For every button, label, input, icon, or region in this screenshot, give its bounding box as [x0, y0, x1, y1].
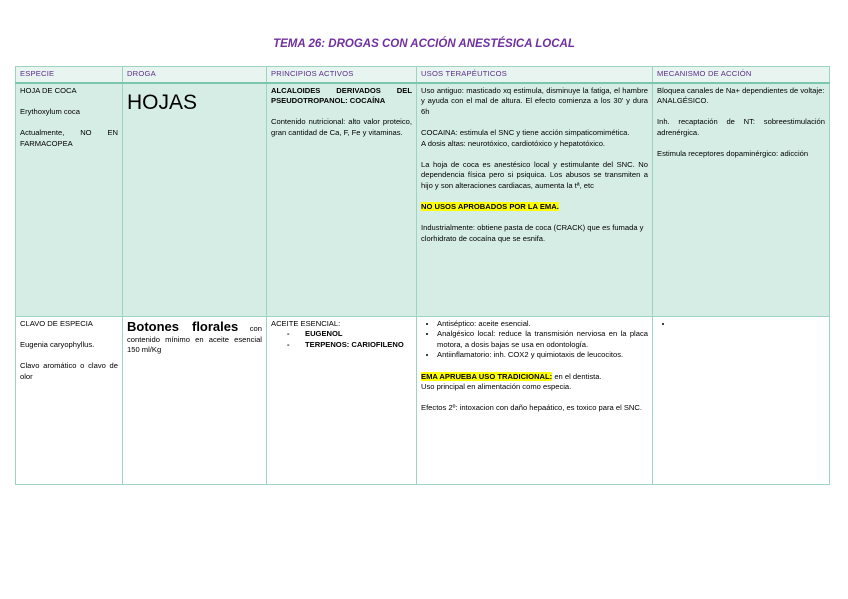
- drug-detail: con contenido mínimo en aceite esencial 150 ml/Kg: [127, 323, 262, 355]
- list-item: - TERPENOS: CARIOFILENO: [287, 339, 404, 349]
- uso-text: Industrialmente: obtiene pasta de coca (CRACK) que es fumada y clorhidrato de cocaína que se esnifa.: [421, 223, 644, 243]
- uso-text: A dosis altas: neurotóxico, cardiotóxico y hepatotóxico.: [421, 138, 606, 148]
- header-droga: DROGA: [123, 67, 267, 83]
- uso-text: COCAINA: estimula el SNC y tiene acción simpaticomimética.: [421, 127, 630, 137]
- species-name: CLAVO DE ESPECIA: [20, 318, 93, 328]
- drug-name: Botones florales: [127, 318, 239, 334]
- header-principios: PRINCIPIOS ACTIVOS: [267, 67, 417, 83]
- list-item: - EUGENOL: [287, 329, 343, 339]
- principle-title: ALCALOIDES DERIVADOS DEL PSEUDOTROPANOL: COCAÍNA: [271, 85, 412, 106]
- mechanism-list: [657, 319, 825, 330]
- cell-droga: [123, 83, 267, 317]
- principle-list: [287, 329, 412, 350]
- cell-mecanismo: [653, 316, 830, 484]
- cell-usos: [417, 83, 653, 317]
- mechanism-text: Inh. recaptación de NT: sobreestimulación adrenérgica.: [657, 117, 825, 137]
- header-usos: USOS TERAPÉUTICOS: [417, 67, 653, 83]
- list-item: [673, 319, 825, 330]
- header-mecanismo: MECANISMO DE ACCIÓN: [653, 67, 830, 83]
- drug-table: [15, 66, 830, 485]
- uses-list: [421, 319, 648, 361]
- cell-mecanismo: [653, 83, 830, 317]
- table-header-row: [16, 67, 830, 83]
- list-item: • Antiinflamatorio: inh. COX2 y quimiotaxis de leucocitos.: [437, 350, 648, 361]
- species-latin: Eugenia caryophyllus.: [20, 339, 95, 349]
- mechanism-text: Estimula receptores dopaminérgico: adicción: [657, 149, 809, 159]
- uso-text: La hoja de coca es anestésico local y estimulante del SNC. No dependencia física pero si psiquica. Los abusos se transmiten a hijo y son alteraciones cardiacas, aumenta la tª, etc: [421, 159, 648, 190]
- cell-principios: [267, 316, 417, 484]
- cell-principios: [267, 83, 417, 317]
- highlight-text: NO USOS APROBADOS POR LA EMA.: [421, 202, 559, 212]
- drug-name: HOJAS: [127, 90, 198, 114]
- species-latin: Erythoxylum coca: [20, 106, 80, 116]
- uso-text: Uso principal en alimentación como especia.: [421, 382, 572, 392]
- table-row: [16, 83, 830, 317]
- highlight-rest: en el dentista.: [552, 371, 602, 381]
- cell-usos: [417, 316, 653, 484]
- header-especie: ESPECIE: [16, 67, 123, 83]
- principle-title: ACEITE ESENCIAL:: [271, 318, 341, 328]
- table-row: [16, 316, 830, 484]
- list-item: • Antiséptico: aceite esencial.: [437, 319, 648, 330]
- cell-droga: [123, 316, 267, 484]
- cell-especie: [16, 83, 123, 317]
- species-name: HOJA DE COCA: [20, 85, 77, 95]
- uso-text: Uso antiguo: masticado xq estimula, disminuye la fatiga, el hambre y ayuda con el mal de altura. El efecto comienza a los 30' y dura 6h: [421, 85, 648, 116]
- mechanism-text: Bloquea canales de Na+ dependientes de voltaje: ANALGÉSICO.: [657, 85, 825, 106]
- highlight-text: EMA APRUEBA USO TRADICIONAL:: [421, 371, 553, 381]
- cell-especie: [16, 316, 123, 484]
- uso-text: Efectos 2º: intoxacion con daño hepaático, es toxico para el SNC.: [421, 403, 643, 413]
- species-note: Actualmente, NO EN FARMACOPEA: [20, 127, 118, 148]
- principle-text: Contenido nutricional: alto valor proteico, gran cantidad de Ca, F, Fe y vitaminas.: [271, 117, 412, 137]
- page-title: TEMA 26: DROGAS CON ACCIÓN ANESTÉSICA LOCAL: [273, 38, 575, 50]
- list-item: • Analgésico local: reduce la transmisión nerviosa en la placa motora, a dosis bajas se usa en odontología.: [437, 329, 648, 350]
- species-note: Clavo aromático o clavo de olor: [20, 360, 118, 381]
